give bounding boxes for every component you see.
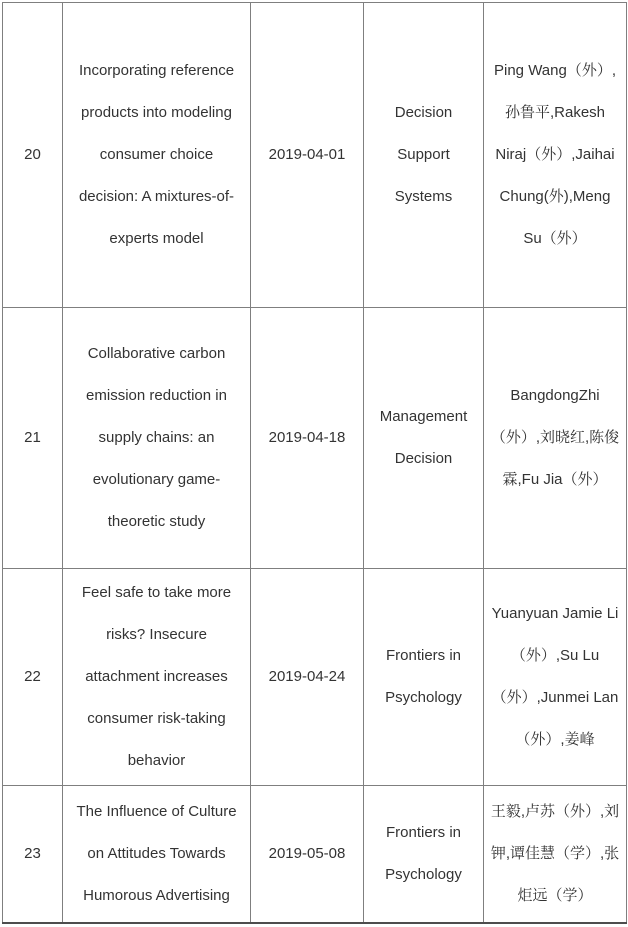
row-number-cell: 23 (3, 786, 63, 923)
date-cell: 2019-05-08 (251, 786, 364, 923)
table-row (3, 308, 627, 569)
title-cell: Collaborative carbon emission reduction in supply chains: an evolutionary game-theoretic study (63, 308, 251, 569)
table-row (3, 3, 627, 308)
row-number-cell: 22 (3, 569, 63, 786)
row-number-cell: 21 (3, 308, 63, 569)
title-cell: Incorporating reference products into modeling consumer choice decision: A mixtures-of-experts model (63, 3, 251, 308)
journal-cell: Management Decision (364, 308, 484, 569)
title-cell: The Influence of Culture on Attitudes Towards Humorous Advertising (63, 786, 251, 923)
table-row (3, 786, 627, 923)
authors-cell: BangdongZhi（外）,刘晓红,陈俊霖,Fu Jia（外） (484, 308, 627, 569)
table-row (3, 569, 627, 786)
publications-table (2, 2, 627, 924)
journal-cell: Frontiers in Psychology (364, 786, 484, 923)
authors-cell: 王毅,卢苏（外）,刘钾,谭佳慧（学）,张炬远（学） (484, 786, 627, 923)
row-number-cell: 20 (3, 3, 63, 308)
authors-cell: Yuanyuan Jamie Li（外）,Su Lu（外）,Junmei Lan（外）,姜峰 (484, 569, 627, 786)
title-cell: Feel safe to take more risks? Insecure attachment increases consumer risk-taking behavior (63, 569, 251, 786)
date-cell: 2019-04-18 (251, 308, 364, 569)
journal-cell: Frontiers in Psychology (364, 569, 484, 786)
authors-cell: Ping Wang（外）,孙鲁平,Rakesh Niraj（外）,Jaihai Chung(外),Meng Su（外） (484, 3, 627, 308)
date-cell: 2019-04-24 (251, 569, 364, 786)
journal-cell: Decision Support Systems (364, 3, 484, 308)
date-cell: 2019-04-01 (251, 3, 364, 308)
